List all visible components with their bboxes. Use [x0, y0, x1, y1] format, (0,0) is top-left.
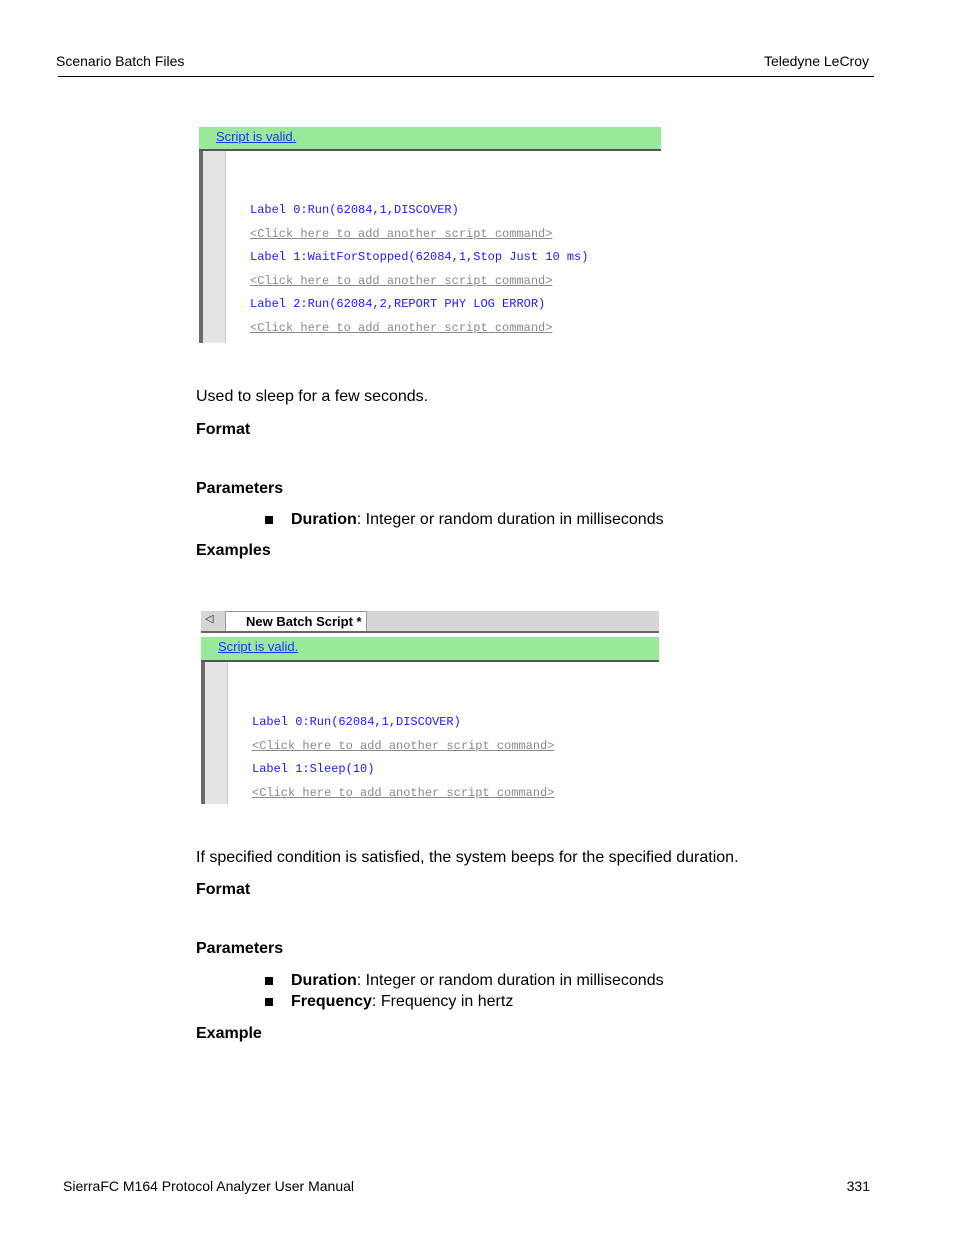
script-line[interactable]: Label 0:Run(62084,1,DISCOVER) — [250, 203, 459, 217]
add-command-placeholder[interactable]: <Click here to add another script command> — [250, 227, 553, 241]
footer-manual-title: SierraFC M164 Protocol Analyzer User Manual — [63, 1178, 355, 1194]
page-number: 331 — [846, 1178, 870, 1194]
script-line[interactable]: Label 2:Run(62084,2,REPORT PHY LOG ERROR) — [250, 297, 546, 311]
script-line[interactable]: Label 1:Sleep(10) — [252, 762, 375, 776]
param-item — [265, 972, 664, 990]
add-command-placeholder[interactable]: <Click here to add another script command> — [250, 274, 553, 288]
script-line[interactable]: Label 0:Run(62084,1,DISCOVER) — [252, 715, 461, 729]
param-name: Duration — [291, 972, 357, 989]
validation-bar — [199, 127, 661, 151]
script-valid-link[interactable]: Script is valid. — [216, 129, 297, 144]
param-item — [265, 993, 513, 1011]
header-divider — [58, 76, 874, 77]
parameters-heading: Parameters — [196, 480, 284, 497]
parameters-heading: Parameters — [196, 940, 284, 957]
param-name: Duration — [291, 511, 357, 528]
add-command-placeholder[interactable]: <Click here to add another script command> — [252, 786, 555, 800]
add-command-placeholder[interactable]: <Click here to add another script command> — [250, 321, 553, 335]
beep-description: If specified condition is satisfied, the system beeps for the specified duration. — [196, 849, 739, 866]
add-command-placeholder[interactable]: <Click here to add another script command> — [252, 739, 555, 753]
tab-strip — [201, 611, 659, 633]
tab-new-batch-script[interactable]: New Batch Script * — [225, 611, 367, 631]
script-line[interactable]: Label 1:WaitForStopped(62084,1,Stop Just 10 ms) — [250, 250, 589, 264]
param-name: Frequency — [291, 993, 372, 1010]
validation-bar — [201, 637, 659, 662]
examples-heading: Examples — [196, 542, 271, 559]
script-editor-screenshot-1 — [199, 127, 661, 343]
script-valid-link[interactable]: Script is valid. — [218, 639, 299, 654]
bullet-square-icon — [265, 998, 273, 1006]
editor-gutter — [199, 127, 226, 343]
header-company: Teledyne LeCroy — [763, 53, 869, 69]
format-heading: Format — [196, 421, 251, 438]
param-description: : Frequency in hertz — [371, 993, 514, 1010]
param-item — [265, 511, 664, 529]
editor-gutter — [201, 662, 228, 804]
example-heading: Example — [196, 1025, 262, 1042]
param-description: : Integer or random duration in milliseconds — [356, 972, 664, 989]
script-editor-screenshot-2 — [201, 611, 659, 804]
param-description: : Integer or random duration in milliseconds — [356, 511, 664, 528]
tab-scroll-left-icon[interactable]: ◁ — [205, 613, 214, 625]
header-title: Scenario Batch Files — [56, 53, 185, 69]
bullet-square-icon — [265, 977, 273, 985]
bullet-square-icon — [265, 516, 273, 524]
sleep-description: Used to sleep for a few seconds. — [196, 388, 429, 405]
format-heading: Format — [196, 881, 251, 898]
